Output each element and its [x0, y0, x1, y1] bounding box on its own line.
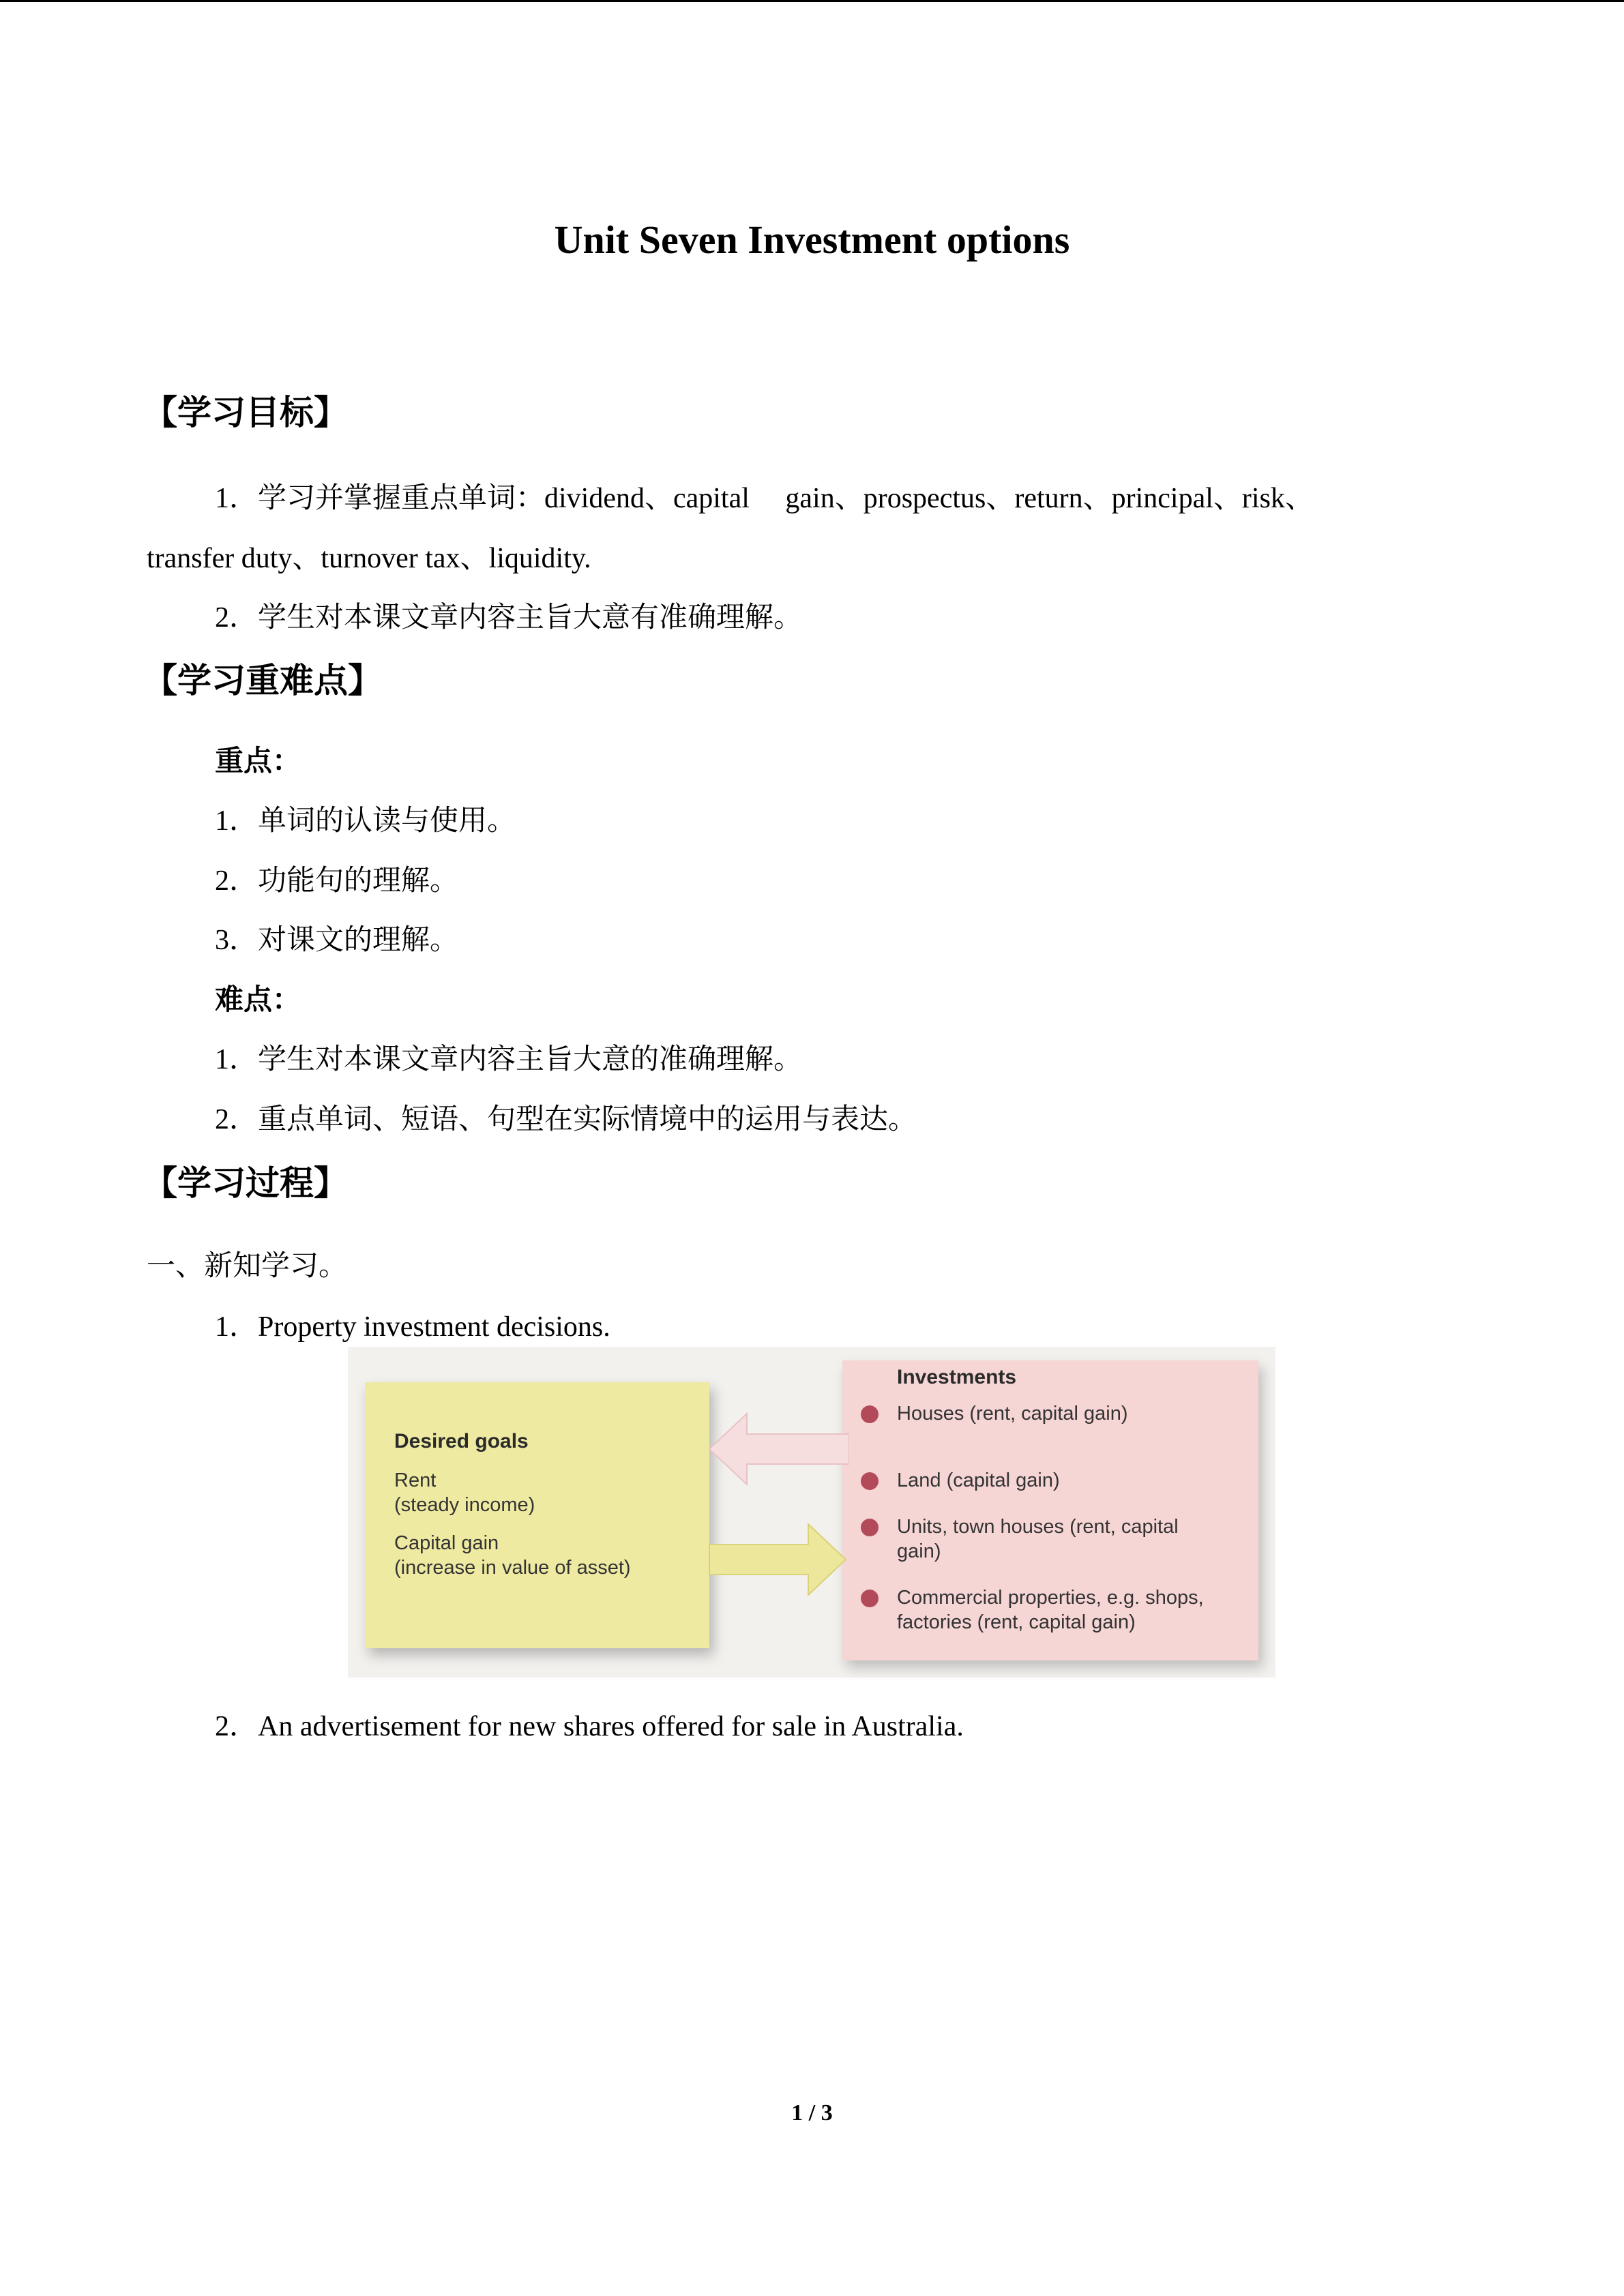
goal-capital-note: (increase in value of asset): [394, 1557, 631, 1579]
bullet-icon: [861, 1472, 879, 1490]
investment-item: Units, town houses (rent, capital: [897, 1516, 1179, 1538]
objective-item-2: 2．学生对本课文章内容主旨大意有准确理解。: [215, 602, 803, 633]
goal-rent: Rent: [394, 1470, 437, 1491]
difficulty-item: 2．重点单词、短语、句型在实际情境中的运用与表达。: [215, 1104, 917, 1135]
difficulty-item: 1．学生对本课文章内容主旨大意的准确理解。: [215, 1044, 803, 1075]
goal-capital: Capital gain: [394, 1532, 499, 1554]
key-points-heading: 【学习重难点】: [143, 661, 382, 700]
page-number: 1 / 3: [791, 2100, 833, 2126]
goals-title: Desired goals: [394, 1430, 529, 1452]
investment-item: Commercial properties, e.g. shops,: [897, 1587, 1204, 1609]
process-item-2: 2．An advertisement for new shares offered for sale in Australia.: [215, 1711, 964, 1742]
objective-item-1-line-2: transfer duty、turnover tax、liquidity.: [147, 543, 591, 574]
right-arrow-icon: [709, 1524, 846, 1595]
focus-item: 1．单词的认读与使用。: [215, 805, 516, 837]
process-part-1: 一、新知学习。: [147, 1251, 348, 1282]
goal-investment-arrows: [706, 1401, 849, 1633]
investment-item: Houses (rent, capital gain): [897, 1403, 1128, 1425]
process-heading: 【学习过程】: [143, 1163, 348, 1203]
objective-item-1-line-1: 1．学习并掌握重点单词：dividend、capital gain、prospectus、return、principal、risk、: [215, 483, 1314, 514]
focus-label: 重点：: [215, 744, 301, 777]
difficulty-label: 难点：: [215, 983, 301, 1016]
objectives-heading: 【学习目标】: [143, 393, 348, 432]
process-item-1: 1．Property investment decisions.: [215, 1311, 610, 1343]
focus-item: 2．功能句的理解。: [215, 865, 459, 897]
bullet-icon: [861, 1590, 879, 1607]
page-top-border: [0, 0, 1624, 2]
goal-rent-note: (steady income): [394, 1494, 535, 1516]
investment-item-continued: gain): [897, 1540, 941, 1562]
bullet-icon: [861, 1519, 879, 1536]
focus-item: 3．对课文的理解。: [215, 925, 459, 956]
bullet-icon: [861, 1405, 879, 1423]
investment-item-continued: factories (rent, capital gain): [897, 1611, 1136, 1633]
investments-title: Investments: [897, 1366, 1017, 1388]
investment-item: Land (capital gain): [897, 1470, 1060, 1491]
document-title: Unit Seven Investment options: [554, 218, 1070, 262]
property-investment-figure: [348, 1347, 1275, 1678]
left-arrow-icon: [709, 1414, 849, 1485]
